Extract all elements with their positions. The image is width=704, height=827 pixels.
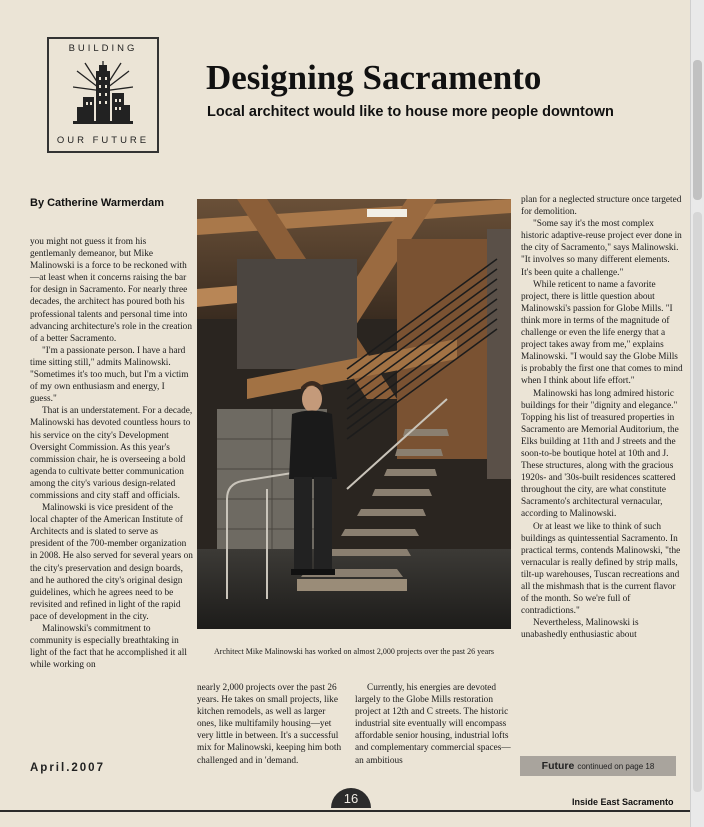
article-subhead: Local architect would like to house more people downtown bbox=[207, 104, 614, 120]
photo-caption: Architect Mike Malinowski has worked on almost 2,000 projects over the past 26 years bbox=[214, 647, 494, 656]
article-column-3 bbox=[355, 682, 512, 767]
paragraph: "I'm a passionate person. I have a hard time sitting still," admits Malinowski. "Sometimes it's too much, but I'm a victim of my own enthusiasm and energy, I guess." bbox=[30, 345, 189, 405]
paragraph: Malinowski is vice president of the local chapter of the American Institute of Architects and is slated to serve as president of the 700-member organization in 2008. He also served for several years on the city's preservation and design boards, and he authored the city's original design guidelines, which he agrees need to be revisited and refined in light of the rapid pace of development in the city. bbox=[30, 503, 193, 622]
paragraph: "Some say it's the most complex historic adaptive-reuse project ever done in the city of Sacramento," says Malinowski. "It involves so many different elements. It's been quite a challenge." bbox=[521, 219, 682, 278]
article-headline: Designing Sacramento bbox=[206, 58, 542, 97]
paragraph: nearly 2,000 projects over the past 26 years. He takes on small projects, like kitchen remodels, as well as larger ones, like multifamily housing—yet very little in between. It's a successful mix for Malinowski, keeping him both challenged and in 'demand. bbox=[197, 683, 342, 766]
architect-photo bbox=[197, 199, 511, 629]
continued-title: Future bbox=[541, 760, 575, 772]
paragraph: plan for a neglected structure once targeted for demolition. bbox=[521, 195, 682, 218]
article-column-2 bbox=[197, 682, 347, 767]
issue-date: April.2007 bbox=[30, 762, 105, 774]
paragraph: Or at least we like to think of such buildings as quintessential Sacramento. In practical terms, contends Malinowski, "the vernacular is really defined by strip malls, tilt-up warehouses, Tuscan recreations and all the mishmash that is the current flavor of the month. So we're full of contradictions." bbox=[521, 521, 681, 617]
paragraph: Currently, his energies are devoted largely to the Globe Mills restoration project at 12th and C streets. The historic industrial site eventually will encompass affordable senior housing, industrial lofts and complementary commercial spaces—an ambitious bbox=[355, 683, 511, 766]
building-our-future-logo bbox=[47, 37, 159, 153]
paragraph: Malinowski's commitment to community is especially breathtaking in light of the fact that he accomplished it all while working on bbox=[30, 624, 187, 671]
scroll-track[interactable] bbox=[693, 212, 702, 792]
paragraph: That is an understatement. For a decade, Malinowski has devoted countless hours to his service on the city's Development Oversight Commission. As this year's commission chair, he is overseeing a bold agenda to cultivate better communication among the city's various design-related commissions and city staff and officials. bbox=[30, 406, 193, 501]
logo-bottom-text: OUR FUTURE bbox=[56, 135, 150, 146]
footer-rule bbox=[0, 810, 690, 812]
publication-name: Inside East Sacramento bbox=[572, 797, 674, 807]
paragraph: Malinowski has long admired historic buildings for their "dignity and elegance." Topping his list of treasured properties in Sacramento are Memorial Auditorium, the Elks building at 11th and J streets and the soon-to-be boutique hotel at 10th and J. These structures, along with the gracious 1920s- and '30s-built residences scattered throughout the city, are what constitute Sacramento's architectural vernacular, according to Malinowski. bbox=[521, 388, 679, 520]
article-column-1 bbox=[30, 236, 193, 671]
vertical-scrollbar[interactable] bbox=[690, 0, 704, 827]
logo-top-text: BUILDING bbox=[68, 43, 138, 54]
continued-note: continued on page 18 bbox=[577, 761, 655, 771]
continued-banner bbox=[520, 756, 676, 776]
paragraph: Nevertheless, Malinowski is unabashedly enthusiastic about bbox=[521, 618, 639, 641]
skyline-icon bbox=[73, 57, 133, 129]
article-byline: By Catherine Warmerdam bbox=[30, 197, 165, 209]
paragraph: While reticent to name a favorite project, there is little question about Malinowski's passion for Globe Mills. "I think more in terms of the magnitude of challenge or even the life energy that a project takes away from me," explains Malinowski. "I would say the Globe Mills is probably the first one that comes to mind when I think about life effort." bbox=[521, 279, 683, 387]
scroll-thumb[interactable] bbox=[693, 60, 702, 200]
page-number: 16 bbox=[331, 788, 371, 808]
article-column-4 bbox=[521, 194, 683, 641]
paragraph: you might not guess it from his gentlemanly demeanor, but Mike Malinowski is a force to be reckoned with—at least when it concerns raising the bar for design in Sacramento. For nearly three decades, the architect has poured both his professional talents and personal time into advancing architecture's role in the creation of a better Sacramento. bbox=[30, 237, 192, 344]
